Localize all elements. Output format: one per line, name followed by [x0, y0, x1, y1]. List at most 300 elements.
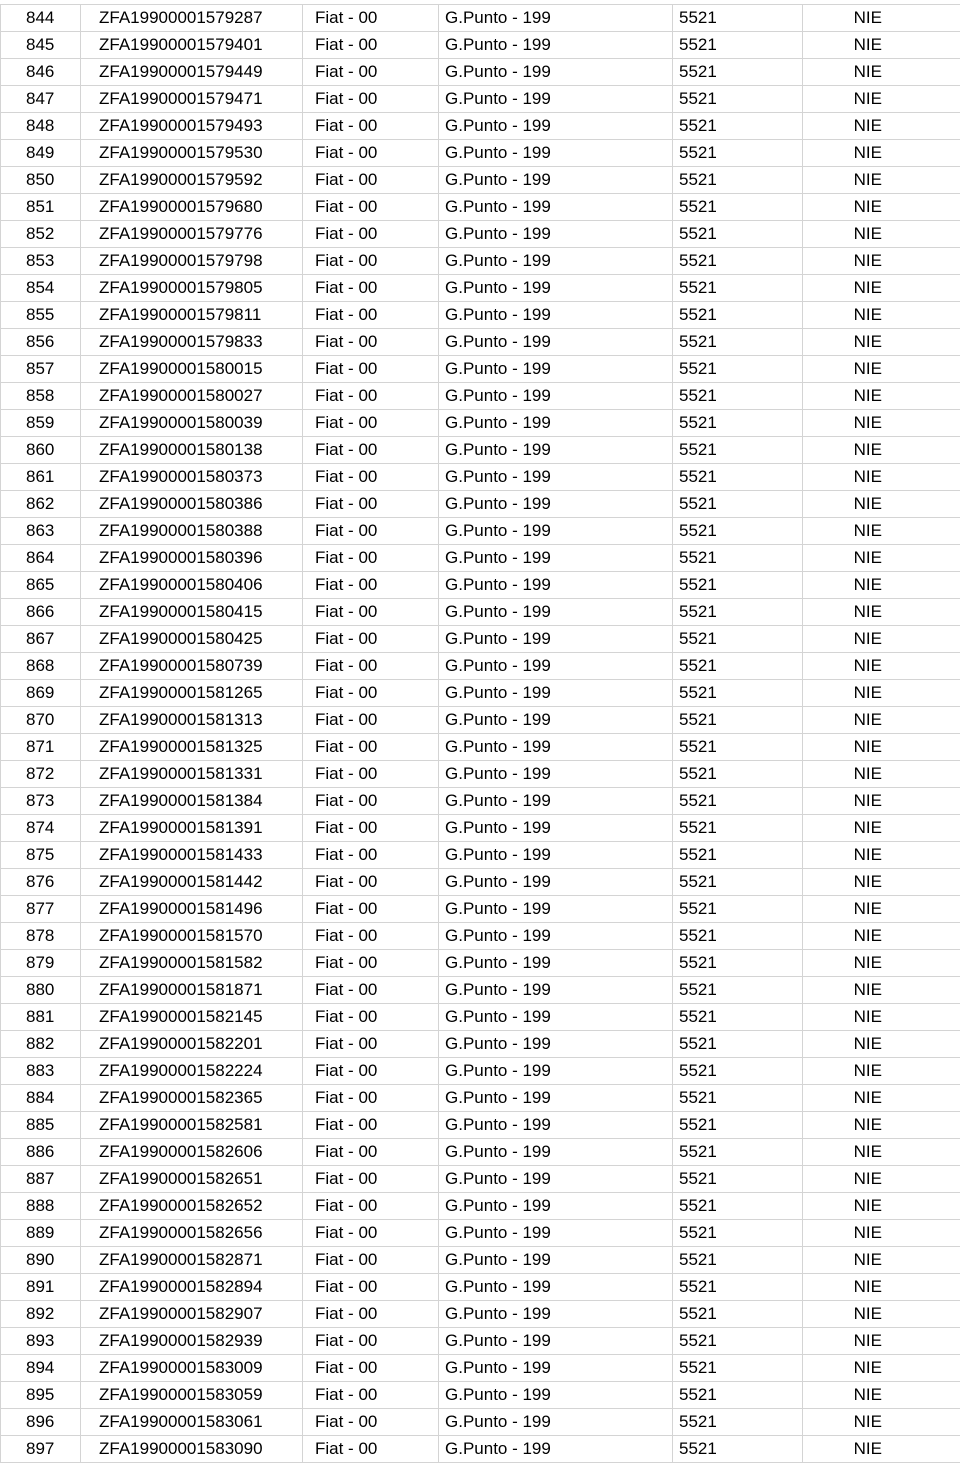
model-cell: G.Punto - 199: [439, 707, 673, 734]
make-cell: Fiat - 00: [303, 734, 439, 761]
code-cell: 5521: [673, 788, 803, 815]
row-number-cell: 886: [1, 1139, 81, 1166]
vin-cell: ZFA19900001581313: [81, 707, 303, 734]
table-row: [1, 140, 960, 167]
make-cell: Fiat - 00: [303, 842, 439, 869]
table-row: [1, 626, 960, 653]
row-number-cell: 881: [1, 1004, 81, 1031]
make-cell: Fiat - 00: [303, 383, 439, 410]
status-cell: NIE: [803, 1328, 960, 1355]
row-number-cell: 854: [1, 275, 81, 302]
code-cell: 5521: [673, 113, 803, 140]
make-cell: Fiat - 00: [303, 815, 439, 842]
table-row: [1, 167, 960, 194]
model-cell: G.Punto - 199: [439, 140, 673, 167]
row-number-cell: 846: [1, 59, 81, 86]
table-row: [1, 302, 960, 329]
table-row: [1, 572, 960, 599]
code-cell: 5521: [673, 1274, 803, 1301]
code-cell: 5521: [673, 1058, 803, 1085]
model-cell: G.Punto - 199: [439, 923, 673, 950]
status-cell: NIE: [803, 248, 960, 275]
vin-cell: ZFA19900001579798: [81, 248, 303, 275]
table-row: [1, 383, 960, 410]
row-number-cell: 880: [1, 977, 81, 1004]
table-row: [1, 1139, 960, 1166]
table-row: [1, 518, 960, 545]
table-row: [1, 221, 960, 248]
table-row: [1, 1436, 960, 1463]
table-row: [1, 950, 960, 977]
vin-cell: ZFA19900001579776: [81, 221, 303, 248]
make-cell: Fiat - 00: [303, 1382, 439, 1409]
code-cell: 5521: [673, 248, 803, 275]
status-cell: NIE: [803, 437, 960, 464]
code-cell: 5521: [673, 761, 803, 788]
status-cell: NIE: [803, 788, 960, 815]
model-cell: G.Punto - 199: [439, 1004, 673, 1031]
code-cell: 5521: [673, 545, 803, 572]
vin-cell: ZFA19900001580373: [81, 464, 303, 491]
make-cell: Fiat - 00: [303, 707, 439, 734]
make-cell: Fiat - 00: [303, 680, 439, 707]
row-number-cell: 887: [1, 1166, 81, 1193]
table-row: [1, 275, 960, 302]
table-row: [1, 1301, 960, 1328]
code-cell: 5521: [673, 491, 803, 518]
row-number-cell: 850: [1, 167, 81, 194]
code-cell: 5521: [673, 86, 803, 113]
status-cell: NIE: [803, 1004, 960, 1031]
vin-cell: ZFA19900001579530: [81, 140, 303, 167]
model-cell: G.Punto - 199: [439, 113, 673, 140]
row-number-cell: 876: [1, 869, 81, 896]
table-row: [1, 896, 960, 923]
model-cell: G.Punto - 199: [439, 869, 673, 896]
code-cell: 5521: [673, 356, 803, 383]
status-cell: NIE: [803, 5, 960, 32]
table-row: [1, 923, 960, 950]
row-number-cell: 858: [1, 383, 81, 410]
vin-cell: ZFA19900001582651: [81, 1166, 303, 1193]
row-number-cell: 852: [1, 221, 81, 248]
status-cell: NIE: [803, 572, 960, 599]
status-cell: NIE: [803, 59, 960, 86]
make-cell: Fiat - 00: [303, 1274, 439, 1301]
vin-cell: ZFA19900001582365: [81, 1085, 303, 1112]
code-cell: 5521: [673, 383, 803, 410]
vin-cell: ZFA19900001580039: [81, 410, 303, 437]
status-cell: NIE: [803, 1220, 960, 1247]
make-cell: Fiat - 00: [303, 1166, 439, 1193]
model-cell: G.Punto - 199: [439, 977, 673, 1004]
code-cell: 5521: [673, 1409, 803, 1436]
model-cell: G.Punto - 199: [439, 842, 673, 869]
status-cell: NIE: [803, 950, 960, 977]
model-cell: G.Punto - 199: [439, 896, 673, 923]
row-number-cell: 845: [1, 32, 81, 59]
table-row: [1, 1058, 960, 1085]
make-cell: Fiat - 00: [303, 950, 439, 977]
code-cell: 5521: [673, 194, 803, 221]
status-cell: NIE: [803, 1112, 960, 1139]
code-cell: 5521: [673, 923, 803, 950]
model-cell: G.Punto - 199: [439, 518, 673, 545]
vin-cell: ZFA19900001581496: [81, 896, 303, 923]
vin-cell: ZFA19900001581391: [81, 815, 303, 842]
table-row: [1, 464, 960, 491]
row-number-cell: 856: [1, 329, 81, 356]
model-cell: G.Punto - 199: [439, 1436, 673, 1463]
model-cell: G.Punto - 199: [439, 1382, 673, 1409]
vin-cell: ZFA19900001580425: [81, 626, 303, 653]
vin-cell: ZFA19900001580415: [81, 599, 303, 626]
row-number-cell: 864: [1, 545, 81, 572]
table-row: [1, 248, 960, 275]
row-number-cell: 875: [1, 842, 81, 869]
code-cell: 5521: [673, 1355, 803, 1382]
status-cell: NIE: [803, 1139, 960, 1166]
make-cell: Fiat - 00: [303, 518, 439, 545]
model-cell: G.Punto - 199: [439, 437, 673, 464]
model-cell: G.Punto - 199: [439, 1166, 673, 1193]
code-cell: 5521: [673, 5, 803, 32]
table-row: [1, 1247, 960, 1274]
vin-cell: ZFA19900001580739: [81, 653, 303, 680]
make-cell: Fiat - 00: [303, 1355, 439, 1382]
row-number-cell: 848: [1, 113, 81, 140]
table-row: [1, 1409, 960, 1436]
status-cell: NIE: [803, 1085, 960, 1112]
model-cell: G.Punto - 199: [439, 653, 673, 680]
make-cell: Fiat - 00: [303, 572, 439, 599]
table-row: [1, 599, 960, 626]
make-cell: Fiat - 00: [303, 410, 439, 437]
row-number-cell: 870: [1, 707, 81, 734]
status-cell: NIE: [803, 167, 960, 194]
model-cell: G.Punto - 199: [439, 5, 673, 32]
model-cell: G.Punto - 199: [439, 626, 673, 653]
table-row: [1, 734, 960, 761]
code-cell: 5521: [673, 815, 803, 842]
status-cell: NIE: [803, 1436, 960, 1463]
status-cell: NIE: [803, 32, 960, 59]
vin-cell: ZFA19900001583061: [81, 1409, 303, 1436]
model-cell: G.Punto - 199: [439, 1031, 673, 1058]
model-cell: G.Punto - 199: [439, 1139, 673, 1166]
row-number-cell: 897: [1, 1436, 81, 1463]
make-cell: Fiat - 00: [303, 1193, 439, 1220]
vin-cell: ZFA19900001581871: [81, 977, 303, 1004]
make-cell: Fiat - 00: [303, 761, 439, 788]
vin-cell: ZFA19900001581265: [81, 680, 303, 707]
make-cell: Fiat - 00: [303, 302, 439, 329]
row-number-cell: 865: [1, 572, 81, 599]
status-cell: NIE: [803, 734, 960, 761]
table-row: [1, 1004, 960, 1031]
table-row: [1, 788, 960, 815]
row-number-cell: 849: [1, 140, 81, 167]
model-cell: G.Punto - 199: [439, 167, 673, 194]
make-cell: Fiat - 00: [303, 923, 439, 950]
row-number-cell: 869: [1, 680, 81, 707]
make-cell: Fiat - 00: [303, 140, 439, 167]
model-cell: G.Punto - 199: [439, 572, 673, 599]
model-cell: G.Punto - 199: [439, 302, 673, 329]
table-row: [1, 329, 960, 356]
status-cell: NIE: [803, 707, 960, 734]
vin-cell: ZFA19900001583009: [81, 1355, 303, 1382]
status-cell: NIE: [803, 329, 960, 356]
status-cell: NIE: [803, 1274, 960, 1301]
make-cell: Fiat - 00: [303, 626, 439, 653]
status-cell: NIE: [803, 1031, 960, 1058]
model-cell: G.Punto - 199: [439, 248, 673, 275]
table-row: [1, 680, 960, 707]
vin-cell: ZFA19900001583059: [81, 1382, 303, 1409]
code-cell: 5521: [673, 572, 803, 599]
code-cell: 5521: [673, 1139, 803, 1166]
model-cell: G.Punto - 199: [439, 1085, 673, 1112]
vin-cell: ZFA19900001582652: [81, 1193, 303, 1220]
row-number-cell: 884: [1, 1085, 81, 1112]
make-cell: Fiat - 00: [303, 977, 439, 1004]
make-cell: Fiat - 00: [303, 1409, 439, 1436]
vin-cell: ZFA19900001579680: [81, 194, 303, 221]
make-cell: Fiat - 00: [303, 896, 439, 923]
code-cell: 5521: [673, 140, 803, 167]
table-row: [1, 86, 960, 113]
row-number-cell: 851: [1, 194, 81, 221]
status-cell: NIE: [803, 1247, 960, 1274]
make-cell: Fiat - 00: [303, 113, 439, 140]
row-number-cell: 883: [1, 1058, 81, 1085]
status-cell: NIE: [803, 896, 960, 923]
make-cell: Fiat - 00: [303, 1139, 439, 1166]
code-cell: 5521: [673, 59, 803, 86]
status-cell: NIE: [803, 1355, 960, 1382]
vin-cell: ZFA19900001582145: [81, 1004, 303, 1031]
vin-cell: ZFA19900001582894: [81, 1274, 303, 1301]
model-cell: G.Punto - 199: [439, 464, 673, 491]
code-cell: 5521: [673, 1166, 803, 1193]
make-cell: Fiat - 00: [303, 1247, 439, 1274]
row-number-cell: 855: [1, 302, 81, 329]
vin-cell: ZFA19900001582871: [81, 1247, 303, 1274]
row-number-cell: 894: [1, 1355, 81, 1382]
vin-cell: ZFA19900001581384: [81, 788, 303, 815]
row-number-cell: 860: [1, 437, 81, 464]
code-cell: 5521: [673, 1085, 803, 1112]
row-number-cell: 859: [1, 410, 81, 437]
make-cell: Fiat - 00: [303, 356, 439, 383]
code-cell: 5521: [673, 329, 803, 356]
row-number-cell: 873: [1, 788, 81, 815]
model-cell: G.Punto - 199: [439, 221, 673, 248]
table-row: [1, 815, 960, 842]
table-row: [1, 707, 960, 734]
model-cell: G.Punto - 199: [439, 491, 673, 518]
vin-cell: ZFA19900001582939: [81, 1328, 303, 1355]
row-number-cell: 853: [1, 248, 81, 275]
row-number-cell: 893: [1, 1328, 81, 1355]
vehicle-table: [0, 4, 960, 1463]
vin-cell: ZFA19900001581433: [81, 842, 303, 869]
status-cell: NIE: [803, 491, 960, 518]
code-cell: 5521: [673, 599, 803, 626]
vin-cell: ZFA19900001581582: [81, 950, 303, 977]
row-number-cell: 885: [1, 1112, 81, 1139]
status-cell: NIE: [803, 1301, 960, 1328]
table-row: [1, 113, 960, 140]
make-cell: Fiat - 00: [303, 194, 439, 221]
vin-cell: ZFA19900001582581: [81, 1112, 303, 1139]
status-cell: NIE: [803, 680, 960, 707]
status-cell: NIE: [803, 1058, 960, 1085]
vin-cell: ZFA19900001582224: [81, 1058, 303, 1085]
code-cell: 5521: [673, 950, 803, 977]
code-cell: 5521: [673, 275, 803, 302]
model-cell: G.Punto - 199: [439, 1247, 673, 1274]
vin-cell: ZFA19900001579833: [81, 329, 303, 356]
vin-cell: ZFA19900001580015: [81, 356, 303, 383]
model-cell: G.Punto - 199: [439, 1328, 673, 1355]
code-cell: 5521: [673, 1436, 803, 1463]
model-cell: G.Punto - 199: [439, 1274, 673, 1301]
table-row: [1, 1085, 960, 1112]
table-row: [1, 410, 960, 437]
make-cell: Fiat - 00: [303, 1301, 439, 1328]
code-cell: 5521: [673, 1382, 803, 1409]
table-row: [1, 653, 960, 680]
make-cell: Fiat - 00: [303, 1112, 439, 1139]
model-cell: G.Punto - 199: [439, 788, 673, 815]
status-cell: NIE: [803, 518, 960, 545]
status-cell: NIE: [803, 1166, 960, 1193]
code-cell: 5521: [673, 167, 803, 194]
vin-cell: ZFA19900001580027: [81, 383, 303, 410]
vin-cell: ZFA19900001580386: [81, 491, 303, 518]
status-cell: NIE: [803, 923, 960, 950]
vin-cell: ZFA19900001579401: [81, 32, 303, 59]
code-cell: 5521: [673, 734, 803, 761]
status-cell: NIE: [803, 653, 960, 680]
make-cell: Fiat - 00: [303, 1058, 439, 1085]
row-number-cell: 895: [1, 1382, 81, 1409]
model-cell: G.Punto - 199: [439, 1193, 673, 1220]
model-cell: G.Punto - 199: [439, 545, 673, 572]
status-cell: NIE: [803, 410, 960, 437]
row-number-cell: 882: [1, 1031, 81, 1058]
row-number-cell: 888: [1, 1193, 81, 1220]
table-row: [1, 1328, 960, 1355]
model-cell: G.Punto - 199: [439, 275, 673, 302]
table-row: [1, 1166, 960, 1193]
status-cell: NIE: [803, 140, 960, 167]
table-row: [1, 1031, 960, 1058]
make-cell: Fiat - 00: [303, 869, 439, 896]
vin-cell: ZFA19900001579493: [81, 113, 303, 140]
code-cell: 5521: [673, 626, 803, 653]
make-cell: Fiat - 00: [303, 653, 439, 680]
table-row: [1, 977, 960, 1004]
row-number-cell: 879: [1, 950, 81, 977]
vin-cell: ZFA19900001582656: [81, 1220, 303, 1247]
code-cell: 5521: [673, 707, 803, 734]
row-number-cell: 868: [1, 653, 81, 680]
row-number-cell: 847: [1, 86, 81, 113]
make-cell: Fiat - 00: [303, 32, 439, 59]
model-cell: G.Punto - 199: [439, 356, 673, 383]
vin-cell: ZFA19900001579449: [81, 59, 303, 86]
row-number-cell: 872: [1, 761, 81, 788]
make-cell: Fiat - 00: [303, 491, 439, 518]
row-number-cell: 896: [1, 1409, 81, 1436]
vin-cell: ZFA19900001579805: [81, 275, 303, 302]
code-cell: 5521: [673, 518, 803, 545]
row-number-cell: 871: [1, 734, 81, 761]
make-cell: Fiat - 00: [303, 1004, 439, 1031]
make-cell: Fiat - 00: [303, 437, 439, 464]
model-cell: G.Punto - 199: [439, 1112, 673, 1139]
make-cell: Fiat - 00: [303, 788, 439, 815]
model-cell: G.Punto - 199: [439, 1220, 673, 1247]
vin-cell: ZFA19900001581331: [81, 761, 303, 788]
code-cell: 5521: [673, 1328, 803, 1355]
table-row: [1, 437, 960, 464]
status-cell: NIE: [803, 194, 960, 221]
table-body: [1, 5, 960, 1463]
vin-cell: ZFA19900001579471: [81, 86, 303, 113]
code-cell: 5521: [673, 32, 803, 59]
status-cell: NIE: [803, 977, 960, 1004]
table-row: [1, 1193, 960, 1220]
code-cell: 5521: [673, 464, 803, 491]
code-cell: 5521: [673, 842, 803, 869]
code-cell: 5521: [673, 1247, 803, 1274]
model-cell: G.Punto - 199: [439, 1058, 673, 1085]
model-cell: G.Punto - 199: [439, 1355, 673, 1382]
row-number-cell: 861: [1, 464, 81, 491]
make-cell: Fiat - 00: [303, 1085, 439, 1112]
model-cell: G.Punto - 199: [439, 680, 673, 707]
code-cell: 5521: [673, 896, 803, 923]
make-cell: Fiat - 00: [303, 599, 439, 626]
make-cell: Fiat - 00: [303, 1436, 439, 1463]
make-cell: Fiat - 00: [303, 329, 439, 356]
vin-cell: ZFA19900001581570: [81, 923, 303, 950]
row-number-cell: 863: [1, 518, 81, 545]
table-row: [1, 1220, 960, 1247]
row-number-cell: 866: [1, 599, 81, 626]
model-cell: G.Punto - 199: [439, 815, 673, 842]
table-row: [1, 1355, 960, 1382]
make-cell: Fiat - 00: [303, 1220, 439, 1247]
row-number-cell: 877: [1, 896, 81, 923]
vin-cell: ZFA19900001580406: [81, 572, 303, 599]
vin-cell: ZFA19900001582201: [81, 1031, 303, 1058]
code-cell: 5521: [673, 1193, 803, 1220]
vin-cell: ZFA19900001580138: [81, 437, 303, 464]
status-cell: NIE: [803, 626, 960, 653]
table-row: [1, 356, 960, 383]
status-cell: NIE: [803, 86, 960, 113]
model-cell: G.Punto - 199: [439, 734, 673, 761]
status-cell: NIE: [803, 545, 960, 572]
vin-cell: ZFA19900001580396: [81, 545, 303, 572]
table-row: [1, 59, 960, 86]
code-cell: 5521: [673, 410, 803, 437]
